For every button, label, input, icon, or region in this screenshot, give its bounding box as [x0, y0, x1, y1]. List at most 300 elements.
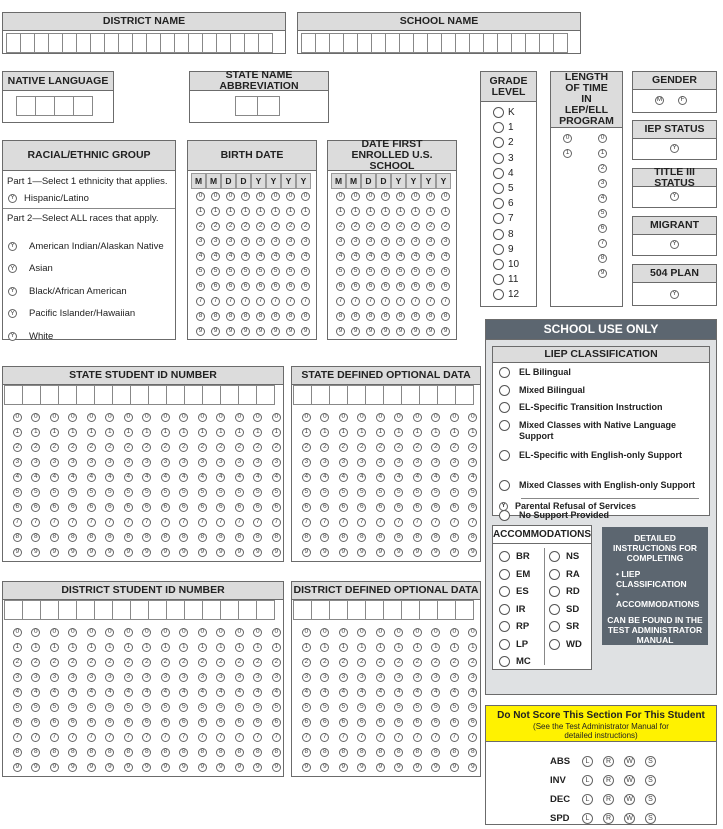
write-in-cell[interactable] [244, 33, 259, 53]
digit-bubble[interactable]: 5 [105, 703, 114, 712]
digit-bubble[interactable]: 6 [216, 718, 225, 727]
digit-bubble[interactable]: 0 [339, 628, 348, 637]
digit-bubble[interactable]: 7 [253, 518, 262, 527]
digit-bubble[interactable]: 8 [211, 312, 220, 321]
digit-bubble[interactable]: 7 [381, 297, 390, 306]
digit-bubble[interactable]: 5 [441, 267, 450, 276]
accommodation-radio[interactable] [549, 586, 560, 597]
digit-bubble[interactable]: 7 [320, 733, 329, 742]
digit-bubble[interactable]: 1 [450, 643, 459, 652]
digit-bubble[interactable]: 6 [431, 503, 440, 512]
digit-bubble[interactable]: 5 [142, 488, 151, 497]
write-in-cell[interactable] [104, 33, 119, 53]
digit-bubble[interactable]: 4 [441, 252, 450, 261]
digit-bubble[interactable]: 2 [105, 658, 114, 667]
digit-bubble[interactable]: 2 [351, 222, 360, 231]
digit-bubble[interactable]: 2 [357, 658, 366, 667]
length-ones-bubble[interactable]: 2 [598, 164, 607, 173]
length-tens-bubble[interactable]: 0 [563, 134, 572, 143]
write-in-cell[interactable] [525, 33, 540, 53]
digit-bubble[interactable]: 4 [256, 252, 265, 261]
write-in-cell[interactable] [54, 96, 74, 116]
digit-bubble[interactable]: 2 [68, 658, 77, 667]
digit-bubble[interactable]: 8 [105, 748, 114, 757]
digit-bubble[interactable]: 8 [431, 533, 440, 542]
digit-bubble[interactable]: 7 [357, 518, 366, 527]
digit-bubble[interactable]: 2 [50, 658, 59, 667]
digit-bubble[interactable]: 3 [426, 237, 435, 246]
digit-bubble[interactable]: 4 [105, 473, 114, 482]
digit-bubble[interactable]: 6 [431, 718, 440, 727]
digit-bubble[interactable]: 6 [357, 503, 366, 512]
digit-bubble[interactable]: 4 [68, 473, 77, 482]
digit-bubble[interactable]: 6 [413, 503, 422, 512]
digit-bubble[interactable]: 7 [376, 518, 385, 527]
race-option[interactable] [8, 325, 164, 348]
digit-bubble[interactable]: 1 [161, 643, 170, 652]
digit-bubble[interactable]: 9 [13, 763, 22, 772]
digit-bubble[interactable]: 0 [253, 413, 262, 422]
digit-bubble[interactable]: 8 [105, 533, 114, 542]
digit-bubble[interactable]: 5 [87, 703, 96, 712]
digit-bubble[interactable]: 6 [320, 503, 329, 512]
digit-bubble[interactable]: 4 [87, 473, 96, 482]
digit-bubble[interactable]: 1 [413, 643, 422, 652]
digit-bubble[interactable]: 6 [272, 503, 281, 512]
digit-bubble[interactable]: 7 [413, 518, 422, 527]
digit-bubble[interactable]: 4 [450, 688, 459, 697]
digit-bubble[interactable]: 7 [235, 518, 244, 527]
digit-bubble[interactable]: 1 [50, 428, 59, 437]
digit-bubble[interactable]: 9 [105, 763, 114, 772]
digit-bubble[interactable]: 1 [105, 643, 114, 652]
digit-bubble[interactable]: 3 [381, 237, 390, 246]
digit-bubble[interactable]: 9 [271, 327, 280, 336]
write-in-cell[interactable] [76, 600, 95, 620]
digit-bubble[interactable]: 4 [198, 473, 207, 482]
digit-bubble[interactable]: 0 [142, 413, 151, 422]
state-abbrev-cells[interactable] [235, 96, 279, 116]
digit-bubble[interactable]: 5 [302, 488, 311, 497]
digit-bubble[interactable]: 0 [431, 413, 440, 422]
digit-bubble[interactable]: 4 [272, 473, 281, 482]
digit-bubble[interactable]: 7 [105, 733, 114, 742]
write-in-cell[interactable] [146, 33, 161, 53]
write-in-cell[interactable] [258, 33, 273, 53]
digit-bubble[interactable]: 3 [105, 673, 114, 682]
digit-bubble[interactable]: 9 [381, 327, 390, 336]
write-in-cell[interactable] [401, 385, 420, 405]
digit-bubble[interactable]: 2 [413, 658, 422, 667]
digit-bubble[interactable]: 0 [161, 413, 170, 422]
digit-bubble[interactable]: 4 [87, 688, 96, 697]
digit-bubble[interactable]: 1 [13, 428, 22, 437]
digit-bubble[interactable]: 9 [366, 327, 375, 336]
write-in-cell[interactable] [329, 33, 344, 53]
write-in-cell[interactable] [419, 385, 438, 405]
digit-bubble[interactable]: 2 [301, 222, 310, 231]
digit-bubble[interactable]: 4 [302, 688, 311, 697]
digit-bubble[interactable]: 0 [441, 192, 450, 201]
digit-bubble[interactable]: 0 [320, 413, 329, 422]
write-in-cell[interactable] [202, 600, 221, 620]
digit-bubble[interactable]: 0 [226, 192, 235, 201]
digit-bubble[interactable]: 6 [142, 718, 151, 727]
digit-bubble[interactable]: 7 [426, 297, 435, 306]
write-in-cell[interactable] [16, 96, 36, 116]
digit-bubble[interactable]: 9 [198, 763, 207, 772]
date-enrolled-bubble-grid[interactable] [333, 192, 453, 342]
write-in-cell[interactable] [166, 385, 185, 405]
digit-bubble[interactable]: 0 [394, 413, 403, 422]
digit-bubble[interactable]: 8 [196, 312, 205, 321]
digit-bubble[interactable]: 9 [31, 548, 40, 557]
digit-bubble[interactable]: 5 [411, 267, 420, 276]
write-in-cell[interactable] [419, 600, 438, 620]
digit-bubble[interactable]: 0 [468, 413, 477, 422]
digit-bubble[interactable]: 3 [411, 237, 420, 246]
digit-bubble[interactable]: 0 [124, 628, 133, 637]
digit-bubble[interactable]: 9 [50, 548, 59, 557]
digit-bubble[interactable]: 6 [105, 503, 114, 512]
digit-bubble[interactable]: 7 [339, 518, 348, 527]
digit-bubble[interactable]: 7 [31, 518, 40, 527]
digit-bubble[interactable]: 5 [426, 267, 435, 276]
grade-option[interactable] [493, 151, 519, 166]
digit-bubble[interactable]: 3 [87, 458, 96, 467]
digit-bubble[interactable]: 0 [413, 413, 422, 422]
digit-bubble[interactable]: 8 [13, 533, 22, 542]
digit-bubble[interactable]: 0 [426, 192, 435, 201]
write-in-cell[interactable] [184, 385, 203, 405]
accommodation-radio[interactable] [499, 551, 510, 562]
digit-bubble[interactable]: 3 [241, 237, 250, 246]
digit-bubble[interactable]: 7 [13, 518, 22, 527]
digit-bubble[interactable]: 5 [394, 488, 403, 497]
digit-bubble[interactable]: 3 [50, 458, 59, 467]
liep-option[interactable] [499, 420, 707, 450]
digit-bubble[interactable]: 6 [198, 503, 207, 512]
digit-bubble[interactable]: 8 [256, 312, 265, 321]
digit-bubble[interactable]: 9 [431, 763, 440, 772]
digit-bubble[interactable]: 6 [105, 718, 114, 727]
grade-radio[interactable] [493, 198, 504, 209]
digit-bubble[interactable]: 0 [253, 628, 262, 637]
digit-bubble[interactable]: 4 [216, 473, 225, 482]
digit-bubble[interactable]: 2 [241, 222, 250, 231]
digit-bubble[interactable]: 5 [302, 703, 311, 712]
digit-bubble[interactable]: 9 [31, 763, 40, 772]
title3-bubble[interactable]: Y [670, 192, 679, 201]
write-in-cell[interactable] [238, 600, 257, 620]
digit-bubble[interactable]: 9 [339, 548, 348, 557]
digit-bubble[interactable]: 1 [161, 428, 170, 437]
digit-bubble[interactable]: 5 [31, 488, 40, 497]
digit-bubble[interactable]: 3 [253, 458, 262, 467]
digit-bubble[interactable]: 3 [366, 237, 375, 246]
native-language-cells[interactable] [16, 96, 92, 116]
liep-radio[interactable] [499, 480, 510, 491]
digit-bubble[interactable]: 9 [13, 548, 22, 557]
write-in-cell[interactable] [311, 385, 330, 405]
digit-bubble[interactable]: 1 [413, 428, 422, 437]
digit-bubble[interactable]: 0 [31, 628, 40, 637]
digit-bubble[interactable]: 0 [376, 413, 385, 422]
liep-radio[interactable] [499, 510, 510, 521]
write-in-cell[interactable] [256, 600, 275, 620]
write-in-cell[interactable] [230, 33, 245, 53]
write-in-cell[interactable] [401, 600, 420, 620]
digit-bubble[interactable]: 3 [226, 237, 235, 246]
digit-bubble[interactable]: 4 [216, 688, 225, 697]
grade-radio[interactable] [493, 274, 504, 285]
digit-bubble[interactable]: 9 [198, 548, 207, 557]
digit-bubble[interactable]: 9 [351, 327, 360, 336]
write-in-cell[interactable] [385, 33, 400, 53]
digit-bubble[interactable]: 6 [253, 718, 262, 727]
digit-bubble[interactable]: 9 [124, 548, 133, 557]
accommodation-radio[interactable] [549, 604, 560, 615]
digit-bubble[interactable]: 1 [31, 643, 40, 652]
digit-bubble[interactable]: 0 [50, 413, 59, 422]
digit-bubble[interactable]: 8 [396, 312, 405, 321]
write-in-cell[interactable] [347, 385, 366, 405]
digit-bubble[interactable]: 6 [235, 718, 244, 727]
digit-bubble[interactable]: 8 [302, 748, 311, 757]
digit-bubble[interactable]: 2 [394, 443, 403, 452]
grade-radio[interactable] [493, 183, 504, 194]
digit-bubble[interactable]: 0 [411, 192, 420, 201]
digit-bubble[interactable]: 4 [376, 473, 385, 482]
digit-bubble[interactable]: 9 [468, 548, 477, 557]
length-ones-bubble[interactable]: 0 [598, 134, 607, 143]
digit-bubble[interactable]: 9 [302, 548, 311, 557]
digit-bubble[interactable]: 1 [198, 643, 207, 652]
digit-bubble[interactable]: 1 [198, 428, 207, 437]
write-in-cell[interactable] [202, 33, 217, 53]
digit-bubble[interactable]: 0 [198, 413, 207, 422]
digit-bubble[interactable]: 0 [216, 628, 225, 637]
digit-bubble[interactable]: 0 [286, 192, 295, 201]
digit-bubble[interactable]: 7 [198, 733, 207, 742]
digit-bubble[interactable]: 6 [31, 503, 40, 512]
digit-bubble[interactable]: 4 [142, 688, 151, 697]
digit-bubble[interactable]: 1 [394, 643, 403, 652]
accommodation-option[interactable] [549, 548, 582, 566]
digit-bubble[interactable]: 4 [394, 473, 403, 482]
digit-bubble[interactable]: 7 [142, 733, 151, 742]
length-ones-bubble[interactable]: 4 [598, 194, 607, 203]
digit-bubble[interactable]: 8 [31, 533, 40, 542]
digit-bubble[interactable]: 5 [256, 267, 265, 276]
digit-bubble[interactable]: 3 [450, 458, 459, 467]
digit-bubble[interactable]: 3 [235, 673, 244, 682]
digit-bubble[interactable]: 7 [431, 733, 440, 742]
plan504-bubble[interactable]: Y [670, 290, 679, 299]
digit-bubble[interactable]: 1 [450, 428, 459, 437]
digit-bubble[interactable]: 5 [320, 703, 329, 712]
digit-bubble[interactable]: 2 [198, 443, 207, 452]
digit-bubble[interactable]: 1 [216, 428, 225, 437]
digit-bubble[interactable]: 9 [426, 327, 435, 336]
liep-radio[interactable] [499, 450, 510, 461]
digit-bubble[interactable]: 3 [198, 458, 207, 467]
write-in-cell[interactable] [365, 600, 384, 620]
digit-bubble[interactable]: 5 [376, 488, 385, 497]
state-optional-bubble-grid[interactable] [297, 413, 482, 563]
grade-option[interactable] [493, 181, 519, 196]
digit-bubble[interactable]: 3 [336, 237, 345, 246]
digit-bubble[interactable]: 6 [124, 503, 133, 512]
length-ones-bubble[interactable]: 5 [598, 209, 607, 218]
digit-bubble[interactable]: 9 [256, 327, 265, 336]
digit-bubble[interactable]: 8 [124, 533, 133, 542]
liep-option[interactable] [499, 385, 707, 403]
digit-bubble[interactable]: 3 [253, 673, 262, 682]
no-score-bubble[interactable]: L [582, 794, 593, 805]
grade-radio[interactable] [493, 289, 504, 300]
digit-bubble[interactable]: 8 [357, 748, 366, 757]
digit-bubble[interactable]: 5 [468, 703, 477, 712]
write-in-cell[interactable] [174, 33, 189, 53]
digit-bubble[interactable]: 6 [272, 718, 281, 727]
digit-bubble[interactable]: 1 [196, 207, 205, 216]
write-in-cell[interactable] [148, 600, 167, 620]
digit-bubble[interactable]: 5 [179, 703, 188, 712]
digit-bubble[interactable]: 7 [211, 297, 220, 306]
digit-bubble[interactable]: 5 [339, 488, 348, 497]
length-ones-bubble[interactable]: 7 [598, 239, 607, 248]
digit-bubble[interactable]: 6 [235, 503, 244, 512]
digit-bubble[interactable]: 0 [105, 628, 114, 637]
digit-bubble[interactable]: 3 [216, 458, 225, 467]
no-score-bubble[interactable]: R [603, 756, 614, 767]
digit-bubble[interactable]: 2 [413, 443, 422, 452]
no-score-bubble[interactable]: W [624, 775, 635, 786]
digit-bubble[interactable]: 4 [161, 473, 170, 482]
grade-radio[interactable] [493, 244, 504, 255]
digit-bubble[interactable]: 4 [339, 688, 348, 697]
digit-bubble[interactable]: 6 [50, 718, 59, 727]
digit-bubble[interactable]: 4 [431, 688, 440, 697]
length-tens-bubble[interactable]: 1 [563, 149, 572, 158]
liep-radio[interactable] [499, 385, 510, 396]
digit-bubble[interactable]: 8 [339, 748, 348, 757]
digit-bubble[interactable]: 7 [431, 518, 440, 527]
digit-bubble[interactable]: 3 [87, 673, 96, 682]
grade-radio[interactable] [493, 168, 504, 179]
digit-bubble[interactable]: 3 [13, 673, 22, 682]
digit-bubble[interactable]: 4 [357, 688, 366, 697]
digit-bubble[interactable]: 8 [271, 312, 280, 321]
write-in-cell[interactable] [365, 385, 384, 405]
digit-bubble[interactable]: 1 [142, 428, 151, 437]
digit-bubble[interactable]: 1 [381, 207, 390, 216]
write-in-cell[interactable] [383, 385, 402, 405]
digit-bubble[interactable]: 1 [431, 428, 440, 437]
write-in-cell[interactable] [188, 33, 203, 53]
digit-bubble[interactable]: 7 [124, 518, 133, 527]
digit-bubble[interactable]: 9 [272, 763, 281, 772]
digit-bubble[interactable]: 0 [396, 192, 405, 201]
write-in-cell[interactable] [94, 600, 113, 620]
digit-bubble[interactable]: 8 [339, 533, 348, 542]
digit-bubble[interactable]: 4 [161, 688, 170, 697]
digit-bubble[interactable]: 7 [68, 518, 77, 527]
no-score-bubble[interactable]: R [603, 794, 614, 805]
grade-radio[interactable] [493, 229, 504, 240]
write-in-cell[interactable] [329, 600, 348, 620]
digit-bubble[interactable]: 1 [256, 207, 265, 216]
digit-bubble[interactable]: 1 [320, 643, 329, 652]
digit-bubble[interactable]: 1 [468, 643, 477, 652]
digit-bubble[interactable]: 2 [253, 658, 262, 667]
digit-bubble[interactable]: 7 [31, 733, 40, 742]
grade-option[interactable] [493, 257, 519, 272]
digit-bubble[interactable]: 5 [320, 488, 329, 497]
district-id-cells[interactable] [4, 600, 274, 620]
digit-bubble[interactable]: 4 [396, 252, 405, 261]
digit-bubble[interactable]: 4 [468, 473, 477, 482]
race-bubble[interactable]: Y [8, 332, 17, 341]
no-score-bubble[interactable]: W [624, 794, 635, 805]
write-in-cell[interactable] [483, 33, 498, 53]
write-in-cell[interactable] [22, 600, 41, 620]
digit-bubble[interactable]: 2 [235, 443, 244, 452]
digit-bubble[interactable]: 2 [381, 222, 390, 231]
digit-bubble[interactable]: 5 [235, 488, 244, 497]
digit-bubble[interactable]: 1 [357, 428, 366, 437]
digit-bubble[interactable]: 6 [450, 718, 459, 727]
digit-bubble[interactable]: 1 [68, 643, 77, 652]
digit-bubble[interactable]: 5 [450, 488, 459, 497]
digit-bubble[interactable]: 3 [320, 458, 329, 467]
write-in-cell[interactable] [413, 33, 428, 53]
digit-bubble[interactable]: 3 [302, 458, 311, 467]
digit-bubble[interactable]: 9 [211, 327, 220, 336]
digit-bubble[interactable]: 6 [256, 282, 265, 291]
write-in-cell[interactable] [293, 600, 312, 620]
digit-bubble[interactable]: 9 [142, 763, 151, 772]
digit-bubble[interactable]: 6 [426, 282, 435, 291]
grade-radio[interactable] [493, 213, 504, 224]
digit-bubble[interactable]: 7 [142, 518, 151, 527]
length-ones-bubble[interactable]: 3 [598, 179, 607, 188]
write-in-cell[interactable] [511, 33, 526, 53]
digit-bubble[interactable]: 7 [413, 733, 422, 742]
digit-bubble[interactable]: 4 [286, 252, 295, 261]
digit-bubble[interactable]: 3 [394, 458, 403, 467]
write-in-cell[interactable] [132, 33, 147, 53]
liep-option[interactable] [499, 450, 707, 480]
digit-bubble[interactable]: 4 [411, 252, 420, 261]
digit-bubble[interactable]: 9 [272, 548, 281, 557]
digit-bubble[interactable]: 3 [351, 237, 360, 246]
digit-bubble[interactable]: 0 [68, 628, 77, 637]
digit-bubble[interactable]: 8 [357, 533, 366, 542]
digit-bubble[interactable]: 9 [196, 327, 205, 336]
digit-bubble[interactable]: 5 [124, 703, 133, 712]
district-name-cells[interactable] [6, 33, 272, 53]
digit-bubble[interactable]: 2 [302, 443, 311, 452]
digit-bubble[interactable]: 5 [339, 703, 348, 712]
write-in-cell[interactable] [4, 385, 23, 405]
liep-radio[interactable] [499, 367, 510, 378]
digit-bubble[interactable]: 1 [87, 428, 96, 437]
digit-bubble[interactable]: 2 [450, 658, 459, 667]
digit-bubble[interactable]: 5 [357, 488, 366, 497]
accommodation-option[interactable] [499, 548, 531, 566]
